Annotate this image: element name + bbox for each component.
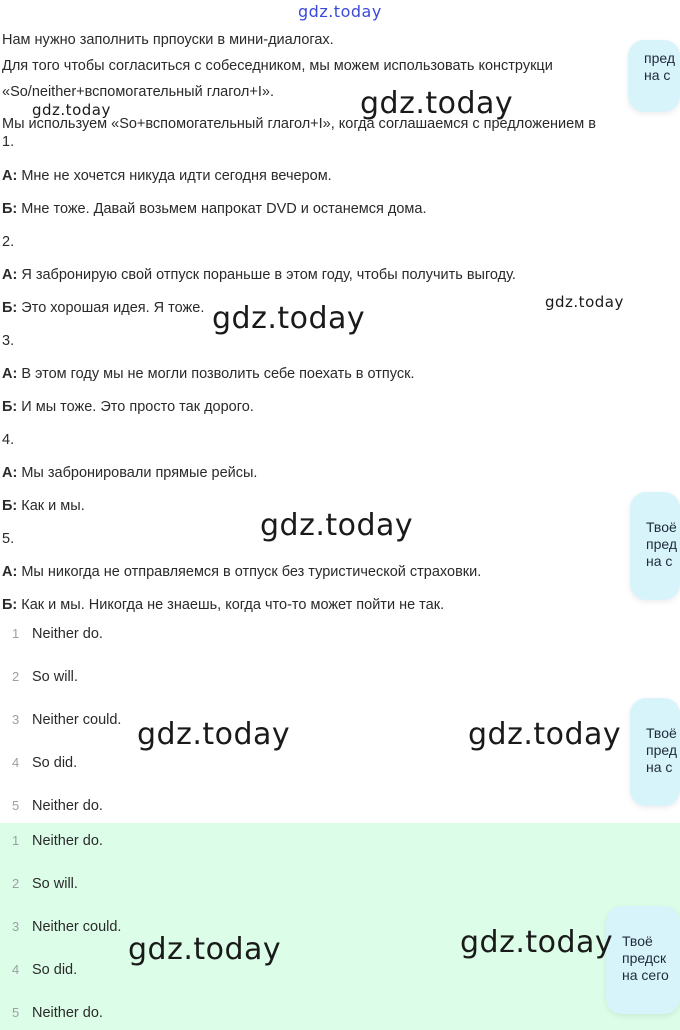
answer-item <box>12 919 121 935</box>
watermark: gdz.today <box>468 717 622 752</box>
answer-number: 1 <box>12 833 20 848</box>
dialog-text: И мы тоже. Это просто так дорого. <box>17 399 254 415</box>
intro-line: Нам нужно заполнить прпоуски в мини-диалогах. <box>2 32 334 48</box>
dialog-text: Мы забронировали прямые рейсы. <box>17 465 258 481</box>
watermark: gdz.today <box>360 86 514 121</box>
answer-text: So did. <box>32 962 78 978</box>
promo-card[interactable] <box>628 40 680 112</box>
speaker-label: А: <box>2 564 18 580</box>
dialog-line-a <box>2 168 332 184</box>
promo-card-text: Твоё <box>646 519 677 535</box>
speaker-label: Б: <box>2 399 18 415</box>
speaker-label: А: <box>2 465 18 481</box>
answer-number: 2 <box>12 669 20 684</box>
promo-card[interactable] <box>630 698 680 806</box>
answer-text: Neither do. <box>32 1005 103 1021</box>
dialog-text: Мы никогда не отправляемся в отпуск без туристической страховки. <box>17 564 482 580</box>
watermark-top: gdz.today <box>298 2 382 21</box>
promo-card-text: на сего <box>622 967 669 983</box>
dialog-text: Это хорошая идея. Я тоже. <box>17 300 205 316</box>
dialog-line-b <box>2 399 254 415</box>
dialog-line-a <box>2 465 257 481</box>
dialog-line-b <box>2 201 426 217</box>
answer-text: Neither do. <box>32 833 103 849</box>
answer-item <box>12 755 77 771</box>
speaker-label: Б: <box>2 300 18 316</box>
answer-item <box>12 876 78 892</box>
watermark: gdz.today <box>460 925 614 960</box>
answer-item <box>12 712 121 728</box>
answer-item <box>12 1005 103 1021</box>
dialog-text: Мне не хочется никуда идти сегодня вечером. <box>17 168 332 184</box>
dialog-text: Я забронирую свой отпуск пораньше в этом году, чтобы получить выгоду. <box>17 267 516 283</box>
answer-item <box>12 669 78 685</box>
promo-card-text: пред <box>646 742 678 758</box>
promo-card-text: на с <box>646 553 673 569</box>
dialog-number: 1. <box>2 134 15 150</box>
promo-card[interactable] <box>630 492 680 600</box>
answer-item <box>12 962 77 978</box>
speaker-label: Б: <box>2 498 18 514</box>
watermark: gdz.today <box>32 101 111 119</box>
dialog-line-b <box>2 597 444 613</box>
answer-text: Neither do. <box>32 798 103 814</box>
answer-number: 3 <box>12 919 20 934</box>
watermark: gdz.today <box>128 932 282 967</box>
dialog-line-b <box>2 300 204 316</box>
answer-text: Neither could. <box>32 919 122 935</box>
dialog-line-a <box>2 267 516 283</box>
promo-card-text: Твоё <box>622 933 653 949</box>
answer-number: 4 <box>12 755 20 770</box>
answer-number: 4 <box>12 962 20 977</box>
answer-number: 5 <box>12 798 20 813</box>
dialog-line-a <box>2 366 414 382</box>
dialog-text: Мне тоже. Давай возьмем напрокат DVD и останемся дома. <box>17 201 427 217</box>
dialog-text: Как и мы. <box>17 498 85 514</box>
answer-item <box>12 833 103 849</box>
watermark: gdz.today <box>545 293 624 311</box>
answer-number: 3 <box>12 712 20 727</box>
answer-number: 1 <box>12 626 20 641</box>
speaker-label: Б: <box>2 201 18 217</box>
dialog-line-b <box>2 498 85 514</box>
watermark: gdz.today <box>137 717 291 752</box>
answer-item <box>12 798 103 814</box>
dialog-number: 3. <box>2 333 15 349</box>
speaker-label: А: <box>2 366 18 382</box>
answer-text: So will. <box>32 876 78 892</box>
answer-text: Neither do. <box>32 626 103 642</box>
answer-text: Neither could. <box>32 712 122 728</box>
intro-line: «So/neither+вспомогательный глагол+I». <box>2 84 274 100</box>
promo-card[interactable] <box>606 906 680 1014</box>
dialog-number: 4. <box>2 432 15 448</box>
dialog-line-a <box>2 564 481 580</box>
promo-card-text: на с <box>646 759 673 775</box>
answer-number: 5 <box>12 1005 20 1020</box>
speaker-label: А: <box>2 267 18 283</box>
answer-item <box>12 626 103 642</box>
answer-number: 2 <box>12 876 20 891</box>
promo-card-text: пред <box>644 50 676 66</box>
answer-text: So will. <box>32 669 78 685</box>
intro-line: Для того чтобы согласиться с собеседником, мы можем использовать конструкци <box>2 58 553 74</box>
dialog-number: 2. <box>2 234 15 250</box>
watermark: gdz.today <box>260 508 414 543</box>
speaker-label: Б: <box>2 597 18 613</box>
promo-card-text: пред <box>646 536 678 552</box>
answer-text: So did. <box>32 755 78 771</box>
intro-line: Мы используем «So+вспомогательный глагол+I», когда соглашаемся с предложением в <box>2 116 596 132</box>
promo-card-text: предск <box>622 950 667 966</box>
dialog-number: 5. <box>2 531 15 547</box>
dialog-text: В этом году мы не могли позволить себе поехать в отпуск. <box>17 366 415 382</box>
dialog-text: Как и мы. Никогда не знаешь, когда что-то может пойти не так. <box>17 597 445 613</box>
speaker-label: А: <box>2 168 18 184</box>
promo-card-text: Твоё <box>646 725 677 741</box>
promo-card-text: на с <box>644 67 671 83</box>
watermark: gdz.today <box>212 301 366 336</box>
